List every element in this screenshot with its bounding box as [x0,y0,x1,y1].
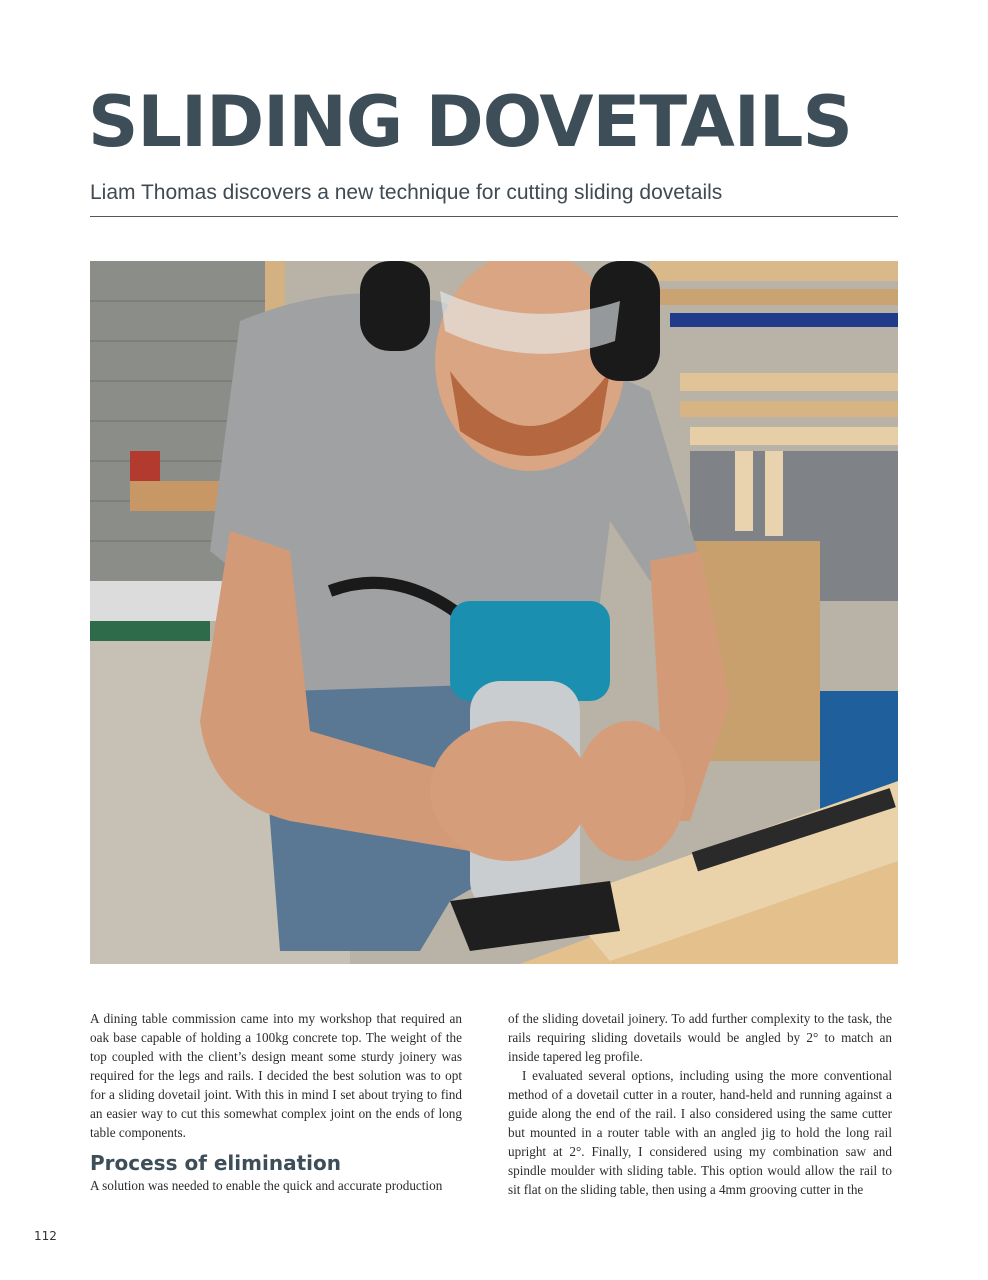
body-paragraph: of the sliding dovetail joinery. To add further complexity to the task, the rails requiring sliding dovetails would be angled by 2° to match an inside tapered leg profile. [508,1011,892,1064]
workshop-photo [90,261,898,964]
body-paragraph: I evaluated several options, including using the more conventional method of a dovetail cutter in a router, hand-held and running against a guide along the end of the rail. I also considered using the same cutter but mounted in a router table with an angled jig to hold the long rail upright at 2°. Finally, I considered using my combination saw and spindle moulder with sliding table. This option would allow the rail to sit flat on the sliding table, then using a 4mm grooving cutter in the [508,1068,892,1197]
right-hand [575,721,685,861]
earmuff-left [360,261,430,351]
article-title: SLIDING DOVETAILS [88,81,852,163]
page-number: 112 [34,1229,57,1243]
red-clamps [130,451,160,481]
section-heading: Process of elimination [90,1151,341,1175]
title-rule [90,216,898,217]
body-paragraph: A dining table commission came into my workshop that required an oak base capable of holding a 100kg concrete top. The weight of the top coupled with the client’s design meant some sturdy joinery was required for the legs and rails. I decided the best solution was to opt for a sliding dovetail joint. With this in mind I set about trying to find an easier way to cut this somewhat complex joint on the ends of long table components. [90,1011,462,1140]
article-subtitle: Liam Thomas discovers a new technique for cutting sliding dovetails [90,181,723,204]
body-column-1 [90,1009,462,1195]
workshop-illustration [90,261,898,964]
body-paragraph: A solution was needed to enable the quick and accurate production [90,1178,443,1193]
left-hand [430,721,590,861]
body-column-2 [508,1009,892,1199]
